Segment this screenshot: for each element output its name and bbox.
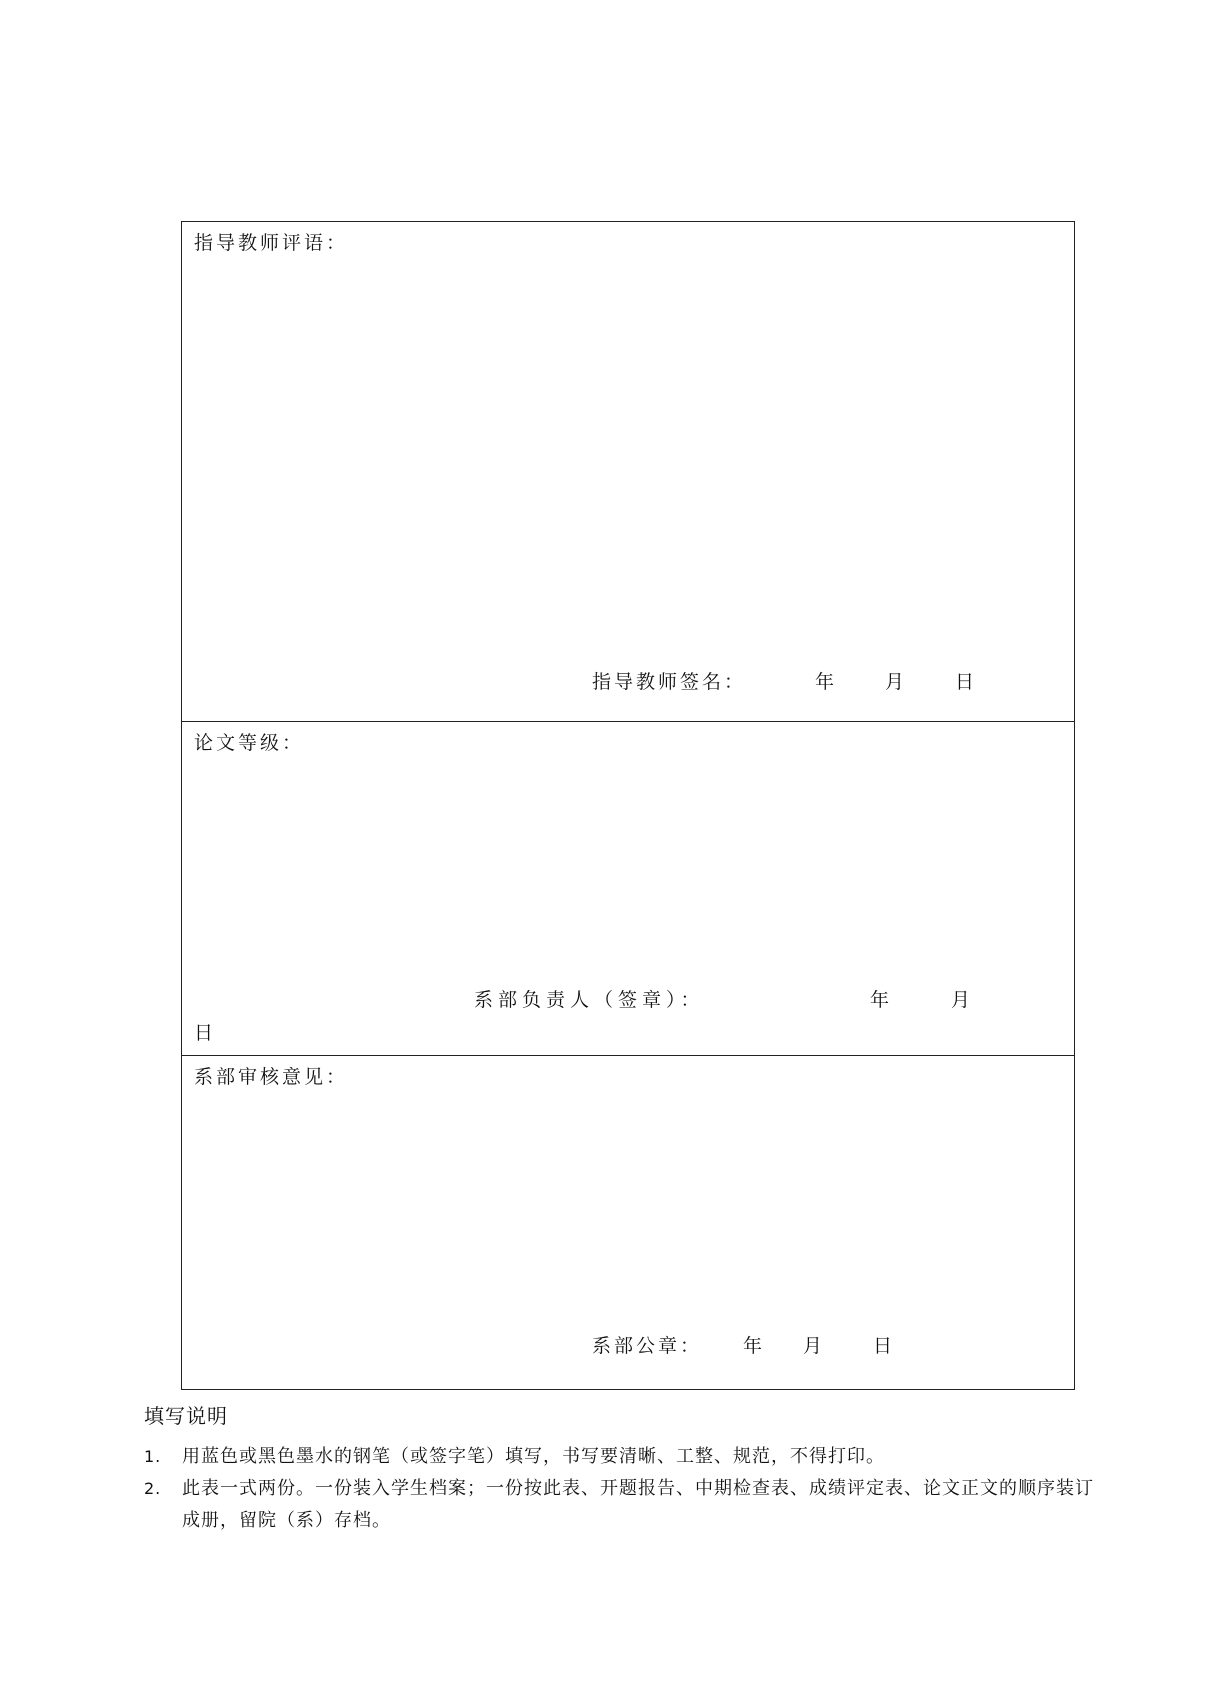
evaluation-form-table: [181, 221, 1075, 1390]
review-date-day: 日: [873, 1335, 893, 1357]
instruction-text: 用蓝色或黑色墨水的钢笔（或签字笔）填写，书写要清晰、工整、规范，不得打印。: [182, 1446, 885, 1467]
department-review-label: 系部审核意见：: [194, 1066, 349, 1088]
instruction-item: [144, 1473, 1104, 1537]
advisor-signature-label: 指导教师签名：: [592, 671, 747, 693]
instruction-number: 1.: [144, 1447, 162, 1466]
advisor-date-year: 年: [815, 671, 835, 693]
instruction-text: 此表一式两份。一份装入学生档案；一份按此表、开题报告、中期检查表、成绩评定表、论文正文的顺序装订成册，留院（系）存档。: [182, 1478, 1094, 1531]
review-date-year: 年: [743, 1335, 763, 1357]
instruction-number: 2.: [144, 1479, 162, 1498]
grade-date-year: 年: [870, 989, 890, 1011]
advisor-comment-section: [182, 222, 1074, 722]
thesis-grade-label: 论文等级：: [194, 732, 305, 754]
instructions-title: 填写说明: [144, 1404, 228, 1428]
instruction-item: [144, 1441, 1104, 1473]
department-seal-label: 系部公章：: [592, 1335, 703, 1357]
advisor-date-month: 月: [885, 671, 905, 693]
advisor-comment-label: 指导教师评语：: [194, 232, 349, 254]
grade-date-day: 日: [194, 1022, 214, 1044]
advisor-date-day: 日: [955, 671, 975, 693]
thesis-grade-section: [182, 722, 1074, 1056]
department-head-signature-label: 系部负责人（签章）：: [474, 989, 705, 1011]
review-date-month: 月: [803, 1335, 823, 1357]
department-review-section: [182, 1056, 1074, 1389]
instructions-list: [144, 1441, 1104, 1537]
grade-date-month: 月: [951, 989, 971, 1011]
